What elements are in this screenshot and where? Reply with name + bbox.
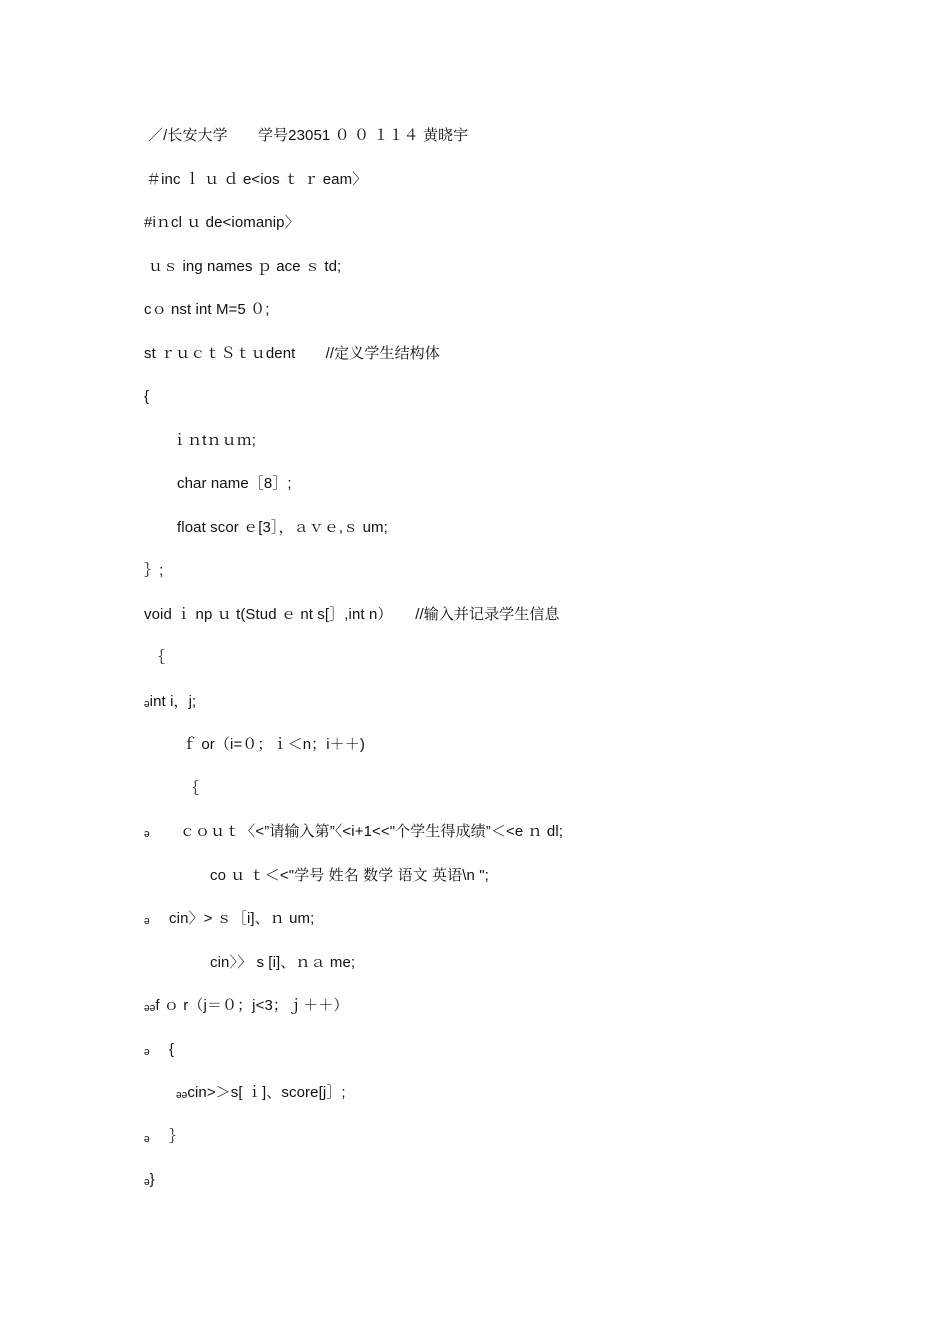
code-line: ／/长安大学 学号23051 ０ ０ １１４ 黄晓宇	[148, 127, 469, 144]
code-line: ｛	[184, 779, 200, 797]
code-line: co ｕ ｔ＜<"学号 姓名 数学 语文 英语\n ";	[210, 866, 489, 884]
code-line: ₔₔf ｏ r（j＝０；j<3；ｊ＋＋）	[144, 997, 349, 1014]
code-line: cｏ nst int M=5 ０;	[144, 301, 270, 318]
code-line: char name［8］;	[177, 475, 292, 492]
code-line: ｝;	[144, 562, 164, 579]
code-line: ｆ or（i=０；ｉ＜n；i＋＋)	[182, 736, 365, 753]
code-line: ₔₔcin>＞s[ ｉ]、score[j］;	[176, 1084, 346, 1101]
code-line: ｕｓ ing names ｐ ace ｓ td;	[148, 257, 342, 275]
code-line: cin〉〉 s [i]、ｎａ me;	[210, 953, 356, 971]
code-line: ₔ {	[144, 1040, 175, 1058]
code-line: {	[144, 388, 150, 405]
code-line: ｛	[150, 649, 166, 666]
code-line: ₔint i，j;	[144, 692, 197, 710]
code-line: st ｒｕｃｔＳｔｕdent //定义学生结构体	[144, 344, 440, 362]
code-line: ₔ cin〉> ｓ［i]、ｎ um;	[144, 910, 315, 927]
code-line: ＃inc ｌ ｕ ｄ e<ios ｔ ｒ eam〉	[146, 170, 368, 188]
code-line: void ｉ np ｕ t(Stud ｅ nt s[］,int n） //输入并记录学生信息	[144, 605, 560, 623]
code-listing	[144, 124, 864, 1212]
code-line: float scor ｅ[3］，ａｖｅ,ｓ um;	[177, 518, 388, 536]
code-line: ₔ ｝	[144, 1127, 185, 1145]
code-line: #iｎcl ｕ de<iomanip〉	[144, 214, 300, 231]
code-line: ₔ}	[144, 1171, 155, 1188]
code-line: ｉｎtｎｕｍ;	[172, 431, 257, 449]
code-line: ₔ ｃｏｕｔ〈<”请输入第”〈<i+1<<"个学生得成绩”＜<e ｎ dl;	[144, 823, 564, 840]
